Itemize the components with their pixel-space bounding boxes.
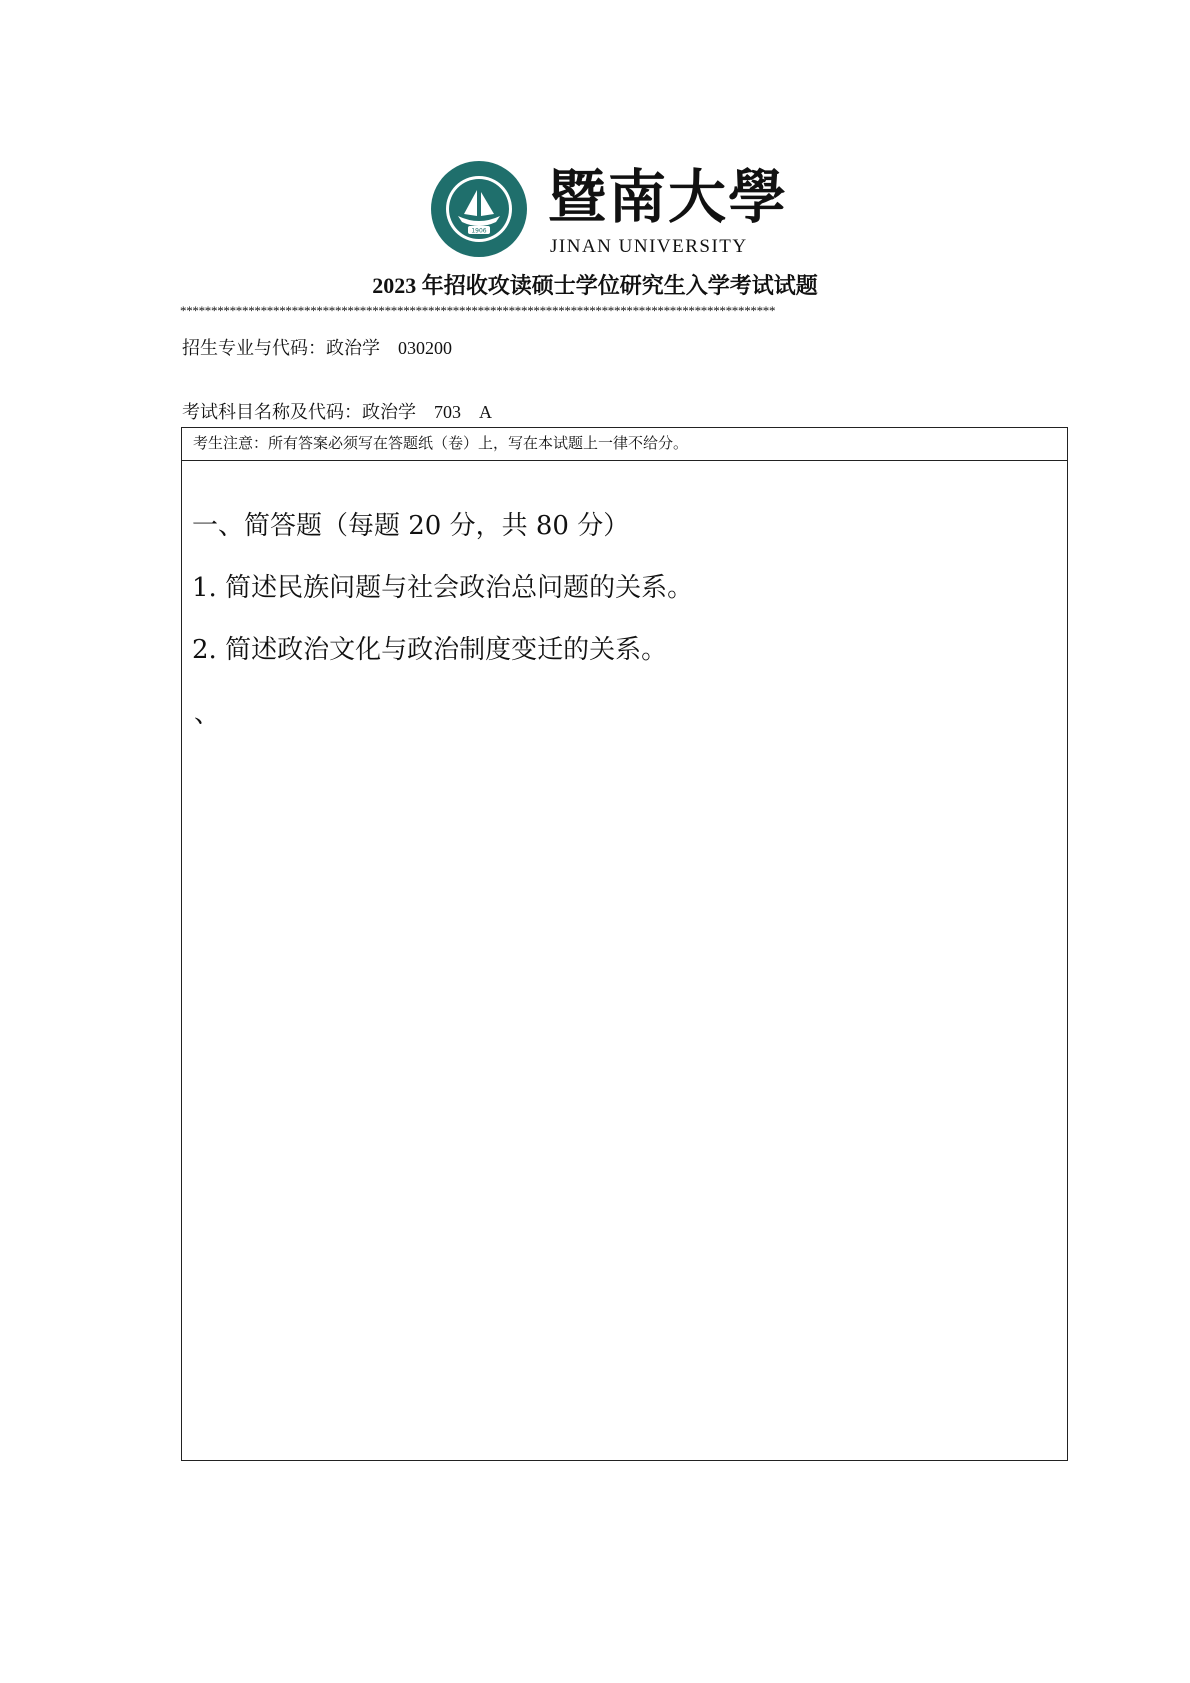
university-logo <box>430 160 789 260</box>
university-seal-icon <box>430 160 528 258</box>
asterisk-separator: ************************************************************************************************ <box>180 303 776 318</box>
subject-value: 政治学 703 A <box>362 402 492 422</box>
question-item: 2. 简述政治文化与政治制度变迁的关系。 <box>192 635 668 665</box>
question-item: 1. 简述民族问题与社会政治总问题的关系。 <box>192 573 694 603</box>
subject-label: 考试科目名称及代码： <box>182 402 362 422</box>
question-box <box>181 427 1068 1461</box>
section-title: 一、简答题（每题 20 分，共 80 分） <box>192 511 630 541</box>
subject-line <box>182 400 492 424</box>
university-wordmark <box>548 162 789 258</box>
major-value: 政治学 030200 <box>326 338 452 358</box>
major-label: 招生专业与代码： <box>182 338 326 358</box>
major-line <box>182 336 452 360</box>
exam-title: 2023 年招收攻读硕士学位研究生入学考试试题 <box>372 273 818 298</box>
candidate-notice: 考生注意：所有答案必须写在答题纸（卷）上，写在本试题上一律不给分。 <box>182 428 1067 461</box>
stray-punctuation: 、 <box>194 699 221 729</box>
university-name-zh: 暨南大學 <box>548 163 789 231</box>
seal-year: 1906 <box>471 227 487 235</box>
university-name-en: JINAN UNIVERSITY <box>550 236 748 257</box>
